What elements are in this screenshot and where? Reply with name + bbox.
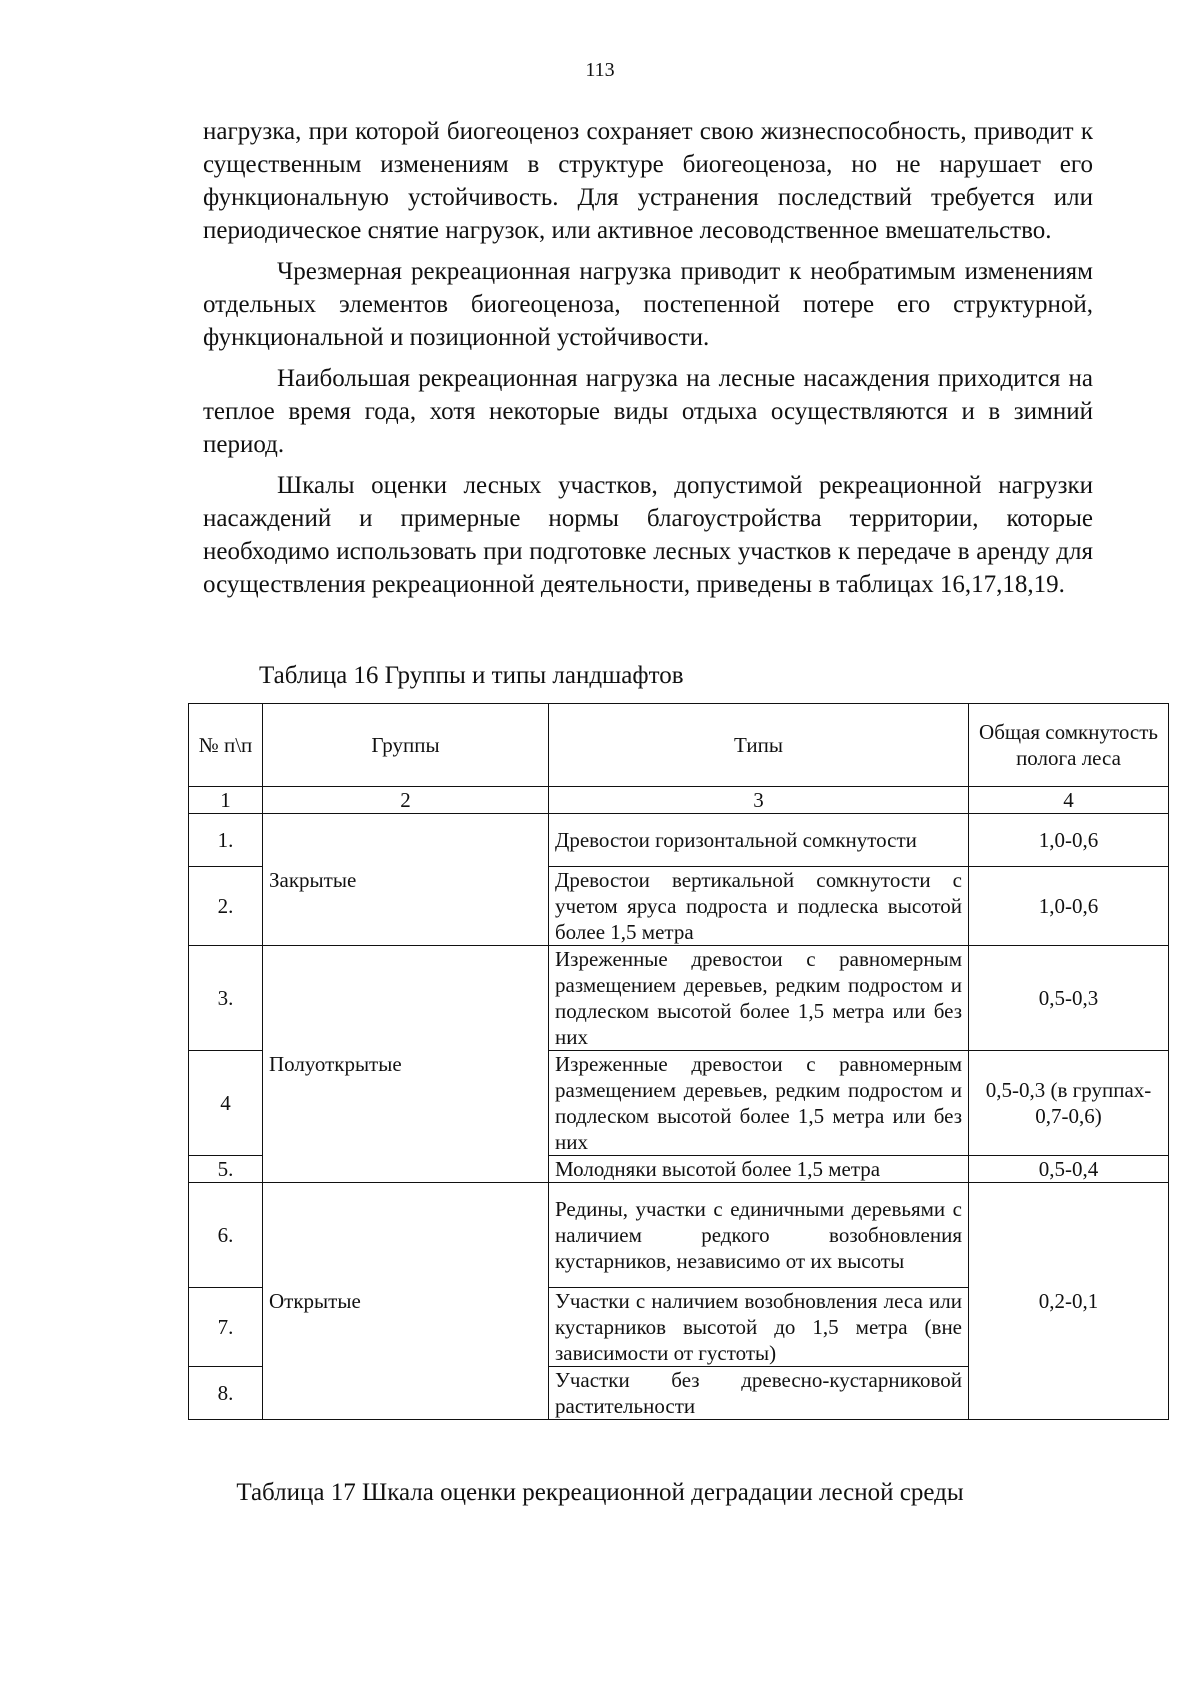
page-number: 113 xyxy=(585,59,615,81)
paragraph: нагрузка, при которой биогеоценоз сохраняет свою жизнеспособность, приводит к существенным изменениям в структуре биогеоценоза, но не нарушает его функциональную устойчивость. Для устранения последствий требуется или периодическое снятие нагрузок, или активное лесоводственное вмешательство. xyxy=(203,118,1093,244)
column-number: 3 xyxy=(549,787,969,814)
column-number: 4 xyxy=(969,787,1169,814)
landscape-types-table xyxy=(188,703,1169,1420)
group-cell xyxy=(263,814,549,946)
header-canopy-density: Общая сомкнутость полога леса xyxy=(969,704,1169,787)
column-number-row xyxy=(189,787,1169,814)
density-cell: 1,0-0,6 xyxy=(969,814,1169,867)
type-cell: Редины, участки с единичными деревьями с наличием редкого возобновления кустарников, независимо от их высоты xyxy=(549,1183,969,1288)
density-cell: 0,5-0,4 xyxy=(969,1156,1169,1183)
type-cell: Молодняки высотой более 1,5 метра xyxy=(549,1156,969,1183)
group-name: Полуоткрытые xyxy=(269,1052,402,1076)
paragraph: Шкалы оценки лесных участков, допустимой рекреационной нагрузки насаждений и примерные нормы благоустройства территории, которые необходимо использовать при подготовке лесных участков к передаче в аренду для осуществления рекреационной деятельности, приведены в таблицах 16,17,18,19. xyxy=(203,472,1093,598)
density-cell: 0,5-0,3 (в группах- 0,7-0,6) xyxy=(969,1051,1169,1156)
header-number: № п\п xyxy=(189,704,263,787)
row-number: 5. xyxy=(189,1156,263,1183)
row-number: 8. xyxy=(189,1367,263,1420)
density-cell: 0,5-0,3 xyxy=(969,946,1169,1051)
table-row xyxy=(189,1183,1169,1288)
header-groups: Группы xyxy=(263,704,549,787)
column-number: 1 xyxy=(189,787,263,814)
row-number: 4 xyxy=(189,1051,263,1156)
header-types: Типы xyxy=(549,704,969,787)
group-cell xyxy=(263,946,549,1183)
density-cell: 1,0-0,6 xyxy=(969,867,1169,946)
group-cell xyxy=(263,1183,549,1420)
paragraph: Чрезмерная рекреационная нагрузка приводит к необратимым изменениям отдельных элементов биогеоценоза, постепенной потере его структурной, функциональной и позиционной устойчивости. xyxy=(203,258,1093,351)
type-cell: Участки с наличием возобновления леса или кустарников высотой до 1,5 метра (вне зависимости от густоты) xyxy=(549,1288,969,1367)
type-cell: Изреженные древостои с равномерным размещением деревьев, редким подростом и подлеском высотой более 1,5 метра или без них xyxy=(549,946,969,1051)
type-cell: Древостои вертикальной сомкнутости с учетом яруса подроста и подлеска высотой более 1,5 метра xyxy=(549,867,969,946)
type-cell: Участки без древесно-кустарниковой растительности xyxy=(549,1367,969,1420)
row-number: 6. xyxy=(189,1183,263,1288)
density-cell: 0,2-0,1 xyxy=(969,1183,1169,1420)
table-row xyxy=(189,814,1169,867)
row-number: 7. xyxy=(189,1288,263,1367)
paragraph: Наибольшая рекреационная нагрузка на лесные насаждения приходится на теплое время года, хотя некоторые виды отдыха осуществляются и в зимний период. xyxy=(203,365,1093,458)
group-name: Открытые xyxy=(269,1289,361,1313)
table-header-row xyxy=(189,704,1169,787)
table-16-caption: Таблица 16 Группы и типы ландшафтов xyxy=(259,662,684,689)
group-name: Закрытые xyxy=(269,867,357,892)
table-row xyxy=(189,946,1169,1051)
row-number: 2. xyxy=(189,867,263,946)
type-cell: Изреженные древостои с равномерным размещением деревьев, редким подростом и подлеском высотой более 1,5 метра или без них xyxy=(549,1051,969,1156)
type-cell: Древостои горизонтальной сомкнутости xyxy=(549,814,969,867)
column-number: 2 xyxy=(263,787,549,814)
row-number: 3. xyxy=(189,946,263,1051)
table-17-caption: Таблица 17 Шкала оценки рекреационной деградации лесной среды xyxy=(236,1479,964,1506)
row-number: 1. xyxy=(189,814,263,867)
body-text xyxy=(203,115,1093,609)
